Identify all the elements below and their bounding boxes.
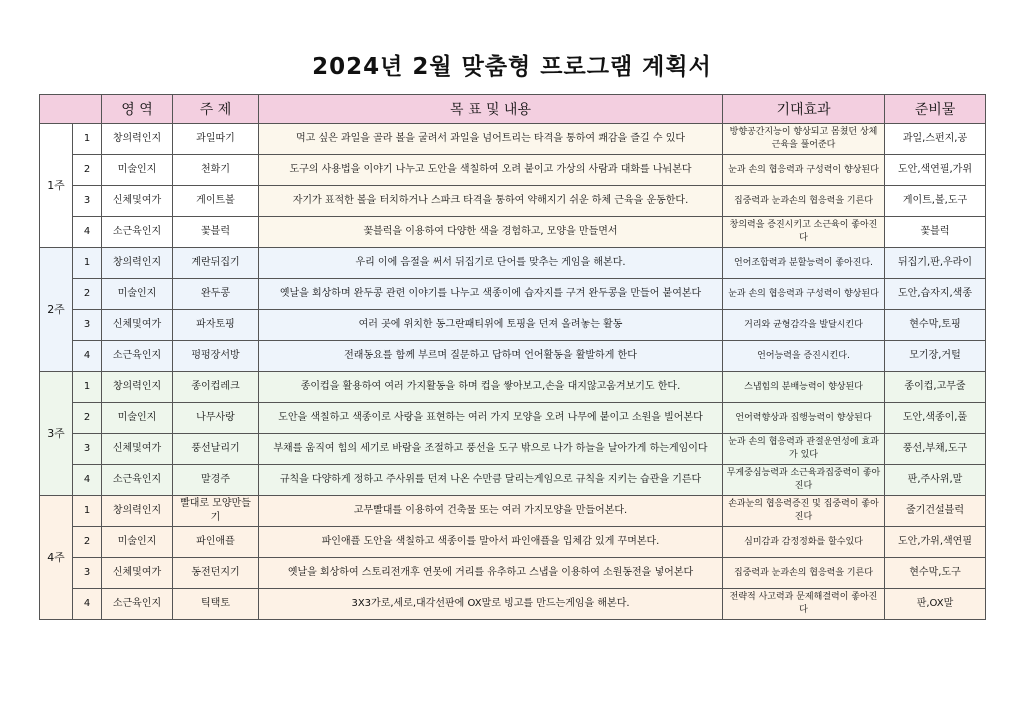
materials-cell: 판,OX말 (885, 589, 986, 620)
area-cell: 신체및여가 (102, 186, 173, 217)
topic-cell: 펑펑장서방 (173, 341, 259, 372)
table-row (40, 496, 986, 527)
materials-cell: 도안,색종이,풀 (885, 403, 986, 434)
area-cell: 미술인지 (102, 279, 173, 310)
effect-cell: 창의력을 증진시키고 소근육이 좋아진다 (723, 217, 885, 248)
row-number: 4 (73, 341, 102, 372)
table-row (40, 248, 986, 279)
area-cell: 창의력인지 (102, 124, 173, 155)
topic-cell: 말경주 (173, 465, 259, 496)
materials-cell: 현수막,도구 (885, 558, 986, 589)
goal-cell: 자기가 표적한 볼을 터치하거나 스파크 타격을 통하여 약해지기 쉬운 하체 근육을 운동한다. (259, 186, 723, 217)
topic-cell: 빨대로 모양만들기 (173, 496, 259, 527)
week-label: 4주 (40, 496, 73, 620)
materials-cell: 도안,색연필,가위 (885, 155, 986, 186)
topic-cell: 나무사랑 (173, 403, 259, 434)
area-cell: 미술인지 (102, 403, 173, 434)
row-number: 2 (73, 279, 102, 310)
area-cell: 소근육인지 (102, 217, 173, 248)
row-number: 4 (73, 589, 102, 620)
effect-cell: 눈과 손의 협응력과 구성력이 향상된다 (723, 155, 885, 186)
header-row (40, 95, 986, 124)
effect-cell: 스냅힘의 분배능력이 향상된다 (723, 372, 885, 403)
goal-cell: 고무빨대를 이용하여 건축물 또는 여러 가지모양을 만들어본다. (259, 496, 723, 527)
topic-cell: 종이컵레크 (173, 372, 259, 403)
materials-cell: 게이트,볼,도구 (885, 186, 986, 217)
table-row (40, 155, 986, 186)
area-cell: 신체및여가 (102, 310, 173, 341)
header-topic: 주 제 (173, 95, 259, 124)
materials-cell: 모기장,거털 (885, 341, 986, 372)
goal-cell: 종이컵을 활용하여 여러 가지활동을 하며 컵을 쌓아보고,손을 대지않고움겨보기도 한다. (259, 372, 723, 403)
table-row (40, 341, 986, 372)
table-row (40, 310, 986, 341)
row-number: 4 (73, 217, 102, 248)
topic-cell: 파자토핑 (173, 310, 259, 341)
goal-cell: 파인애플 도안을 색칠하고 색종이를 말아서 파인애플을 입체감 있게 꾸며본다. (259, 527, 723, 558)
effect-cell: 집중력과 눈과손의 협응력을 기른다 (723, 558, 885, 589)
goal-cell: 꽃블럭을 이용하여 다양한 색을 경험하고, 모양을 만들면서 (259, 217, 723, 248)
topic-cell: 꽃블럭 (173, 217, 259, 248)
table-row (40, 465, 986, 496)
table-row (40, 434, 986, 465)
week-label: 3주 (40, 372, 73, 496)
effect-cell: 언어능력을 증진시킨다. (723, 341, 885, 372)
row-number: 1 (73, 372, 102, 403)
row-number: 1 (73, 248, 102, 279)
goal-cell: 여러 곳에 위치한 동그란패티위에 토핑을 던져 올려놓는 활동 (259, 310, 723, 341)
goal-cell: 규칙을 다양하게 정하고 주사위를 던져 나온 수만큼 달리는게임으로 규칙을 지키는 습관을 기른다 (259, 465, 723, 496)
goal-cell: 도구의 사용법을 이야기 나누고 도안을 색칠하여 오려 붙이고 가상의 사람과 대화를 나눠본다 (259, 155, 723, 186)
goal-cell: 3X3가로,세로,대각선판에 OX말로 빙고를 만드는게임을 해본다. (259, 589, 723, 620)
area-cell: 미술인지 (102, 527, 173, 558)
area-cell: 소근육인지 (102, 465, 173, 496)
table-row (40, 279, 986, 310)
row-number: 2 (73, 155, 102, 186)
header-area: 영 역 (102, 95, 173, 124)
table-row (40, 217, 986, 248)
goal-cell: 전래동요를 함께 부르며 질문하고 답하며 언어활동을 활발하게 한다 (259, 341, 723, 372)
materials-cell: 종이컵,고무줄 (885, 372, 986, 403)
effect-cell: 심미감과 감정정화를 할수있다 (723, 527, 885, 558)
area-cell: 창의력인지 (102, 372, 173, 403)
goal-cell: 먹고 싶은 과일을 골라 볼을 굴려서 과일을 넘어트리는 타격을 통하여 쾌감을 즐길 수 있다 (259, 124, 723, 155)
area-cell: 소근육인지 (102, 589, 173, 620)
materials-cell: 판,주사위,말 (885, 465, 986, 496)
goal-cell: 옛날을 회상하여 스토리전개후 연못에 거리를 유추하고 스냅을 이용하여 소원동전을 넣어본다 (259, 558, 723, 589)
topic-cell: 동전던지기 (173, 558, 259, 589)
topic-cell: 완두콩 (173, 279, 259, 310)
row-number: 3 (73, 434, 102, 465)
materials-cell: 줄기건설블럭 (885, 496, 986, 527)
table-row (40, 527, 986, 558)
effect-cell: 눈과 손의 협응력과 관절운연성에 효과가 있다 (723, 434, 885, 465)
materials-cell: 꽃블럭 (885, 217, 986, 248)
area-cell: 미술인지 (102, 155, 173, 186)
table-row (40, 186, 986, 217)
effect-cell: 무게중심능력과 소근육과집중력이 좋아진다 (723, 465, 885, 496)
table-row (40, 403, 986, 434)
materials-cell: 풍선,부채,도구 (885, 434, 986, 465)
topic-cell: 천화기 (173, 155, 259, 186)
document-title: 2024년 2월 맞춤형 프로그램 계획서 (312, 54, 712, 80)
effect-cell: 눈과 손의 협응력과 구성력이 향상된다 (723, 279, 885, 310)
week-label: 1주 (40, 124, 73, 248)
row-number: 3 (73, 558, 102, 589)
header-goal: 목 표 및 내용 (259, 95, 723, 124)
effect-cell: 언어력향상과 집행능력이 향상된다 (723, 403, 885, 434)
area-cell: 창의력인지 (102, 248, 173, 279)
goal-cell: 우리 이에 음절을 써서 뒤집기로 단어를 맞추는 게임을 해본다. (259, 248, 723, 279)
effect-cell: 손과눈의 협응력증진 및 집중력이 좋아진다 (723, 496, 885, 527)
row-number: 2 (73, 403, 102, 434)
materials-cell: 과일,스펀지,공 (885, 124, 986, 155)
topic-cell: 틱택토 (173, 589, 259, 620)
materials-cell: 현수막,토핑 (885, 310, 986, 341)
goal-cell: 부채를 움직여 힘의 세기로 바람을 조절하고 풍선을 도구 밖으로 나가 하늘을 날아가게 하는게임이다 (259, 434, 723, 465)
row-number: 4 (73, 465, 102, 496)
row-number: 2 (73, 527, 102, 558)
row-number: 1 (73, 496, 102, 527)
effect-cell: 거리와 균형감각을 발달시킨다 (723, 310, 885, 341)
table-row (40, 558, 986, 589)
effect-cell: 언어조합력과 분할능력이 좋아진다. (723, 248, 885, 279)
materials-cell: 도안,가위,색연필 (885, 527, 986, 558)
topic-cell: 풍선날리기 (173, 434, 259, 465)
goal-cell: 옛날을 회상하며 완두콩 관련 이야기를 나누고 색종이에 습자지를 구겨 완두콩을 만들어 붙여본다 (259, 279, 723, 310)
materials-cell: 도안,습자지,색종 (885, 279, 986, 310)
area-cell: 창의력인지 (102, 496, 173, 527)
table-row (40, 124, 986, 155)
materials-cell: 뒤집기,판,우라이 (885, 248, 986, 279)
area-cell: 소근육인지 (102, 341, 173, 372)
program-plan-table (39, 94, 986, 620)
row-number: 3 (73, 186, 102, 217)
effect-cell: 방향공간지능이 향상되고 몸쳤던 상체근육을 풀어준다 (723, 124, 885, 155)
topic-cell: 게이트볼 (173, 186, 259, 217)
goal-cell: 도안을 색칠하고 색종이로 사랑을 표현하는 여러 가지 모양을 오려 나무에 붙이고 소원을 빌어본다 (259, 403, 723, 434)
table-row (40, 372, 986, 403)
header-week (40, 95, 102, 124)
area-cell: 신체및여가 (102, 434, 173, 465)
header-materials: 준비물 (885, 95, 986, 124)
topic-cell: 계란뒤집기 (173, 248, 259, 279)
area-cell: 신체및여가 (102, 558, 173, 589)
week-label: 2주 (40, 248, 73, 372)
topic-cell: 파인애플 (173, 527, 259, 558)
table-row (40, 589, 986, 620)
header-effect: 기대효과 (723, 95, 885, 124)
topic-cell: 과일따기 (173, 124, 259, 155)
effect-cell: 집중력과 눈과손의 협응력을 기른다 (723, 186, 885, 217)
row-number: 1 (73, 124, 102, 155)
effect-cell: 전략적 사고력과 문제해결력이 좋아진다 (723, 589, 885, 620)
row-number: 3 (73, 310, 102, 341)
